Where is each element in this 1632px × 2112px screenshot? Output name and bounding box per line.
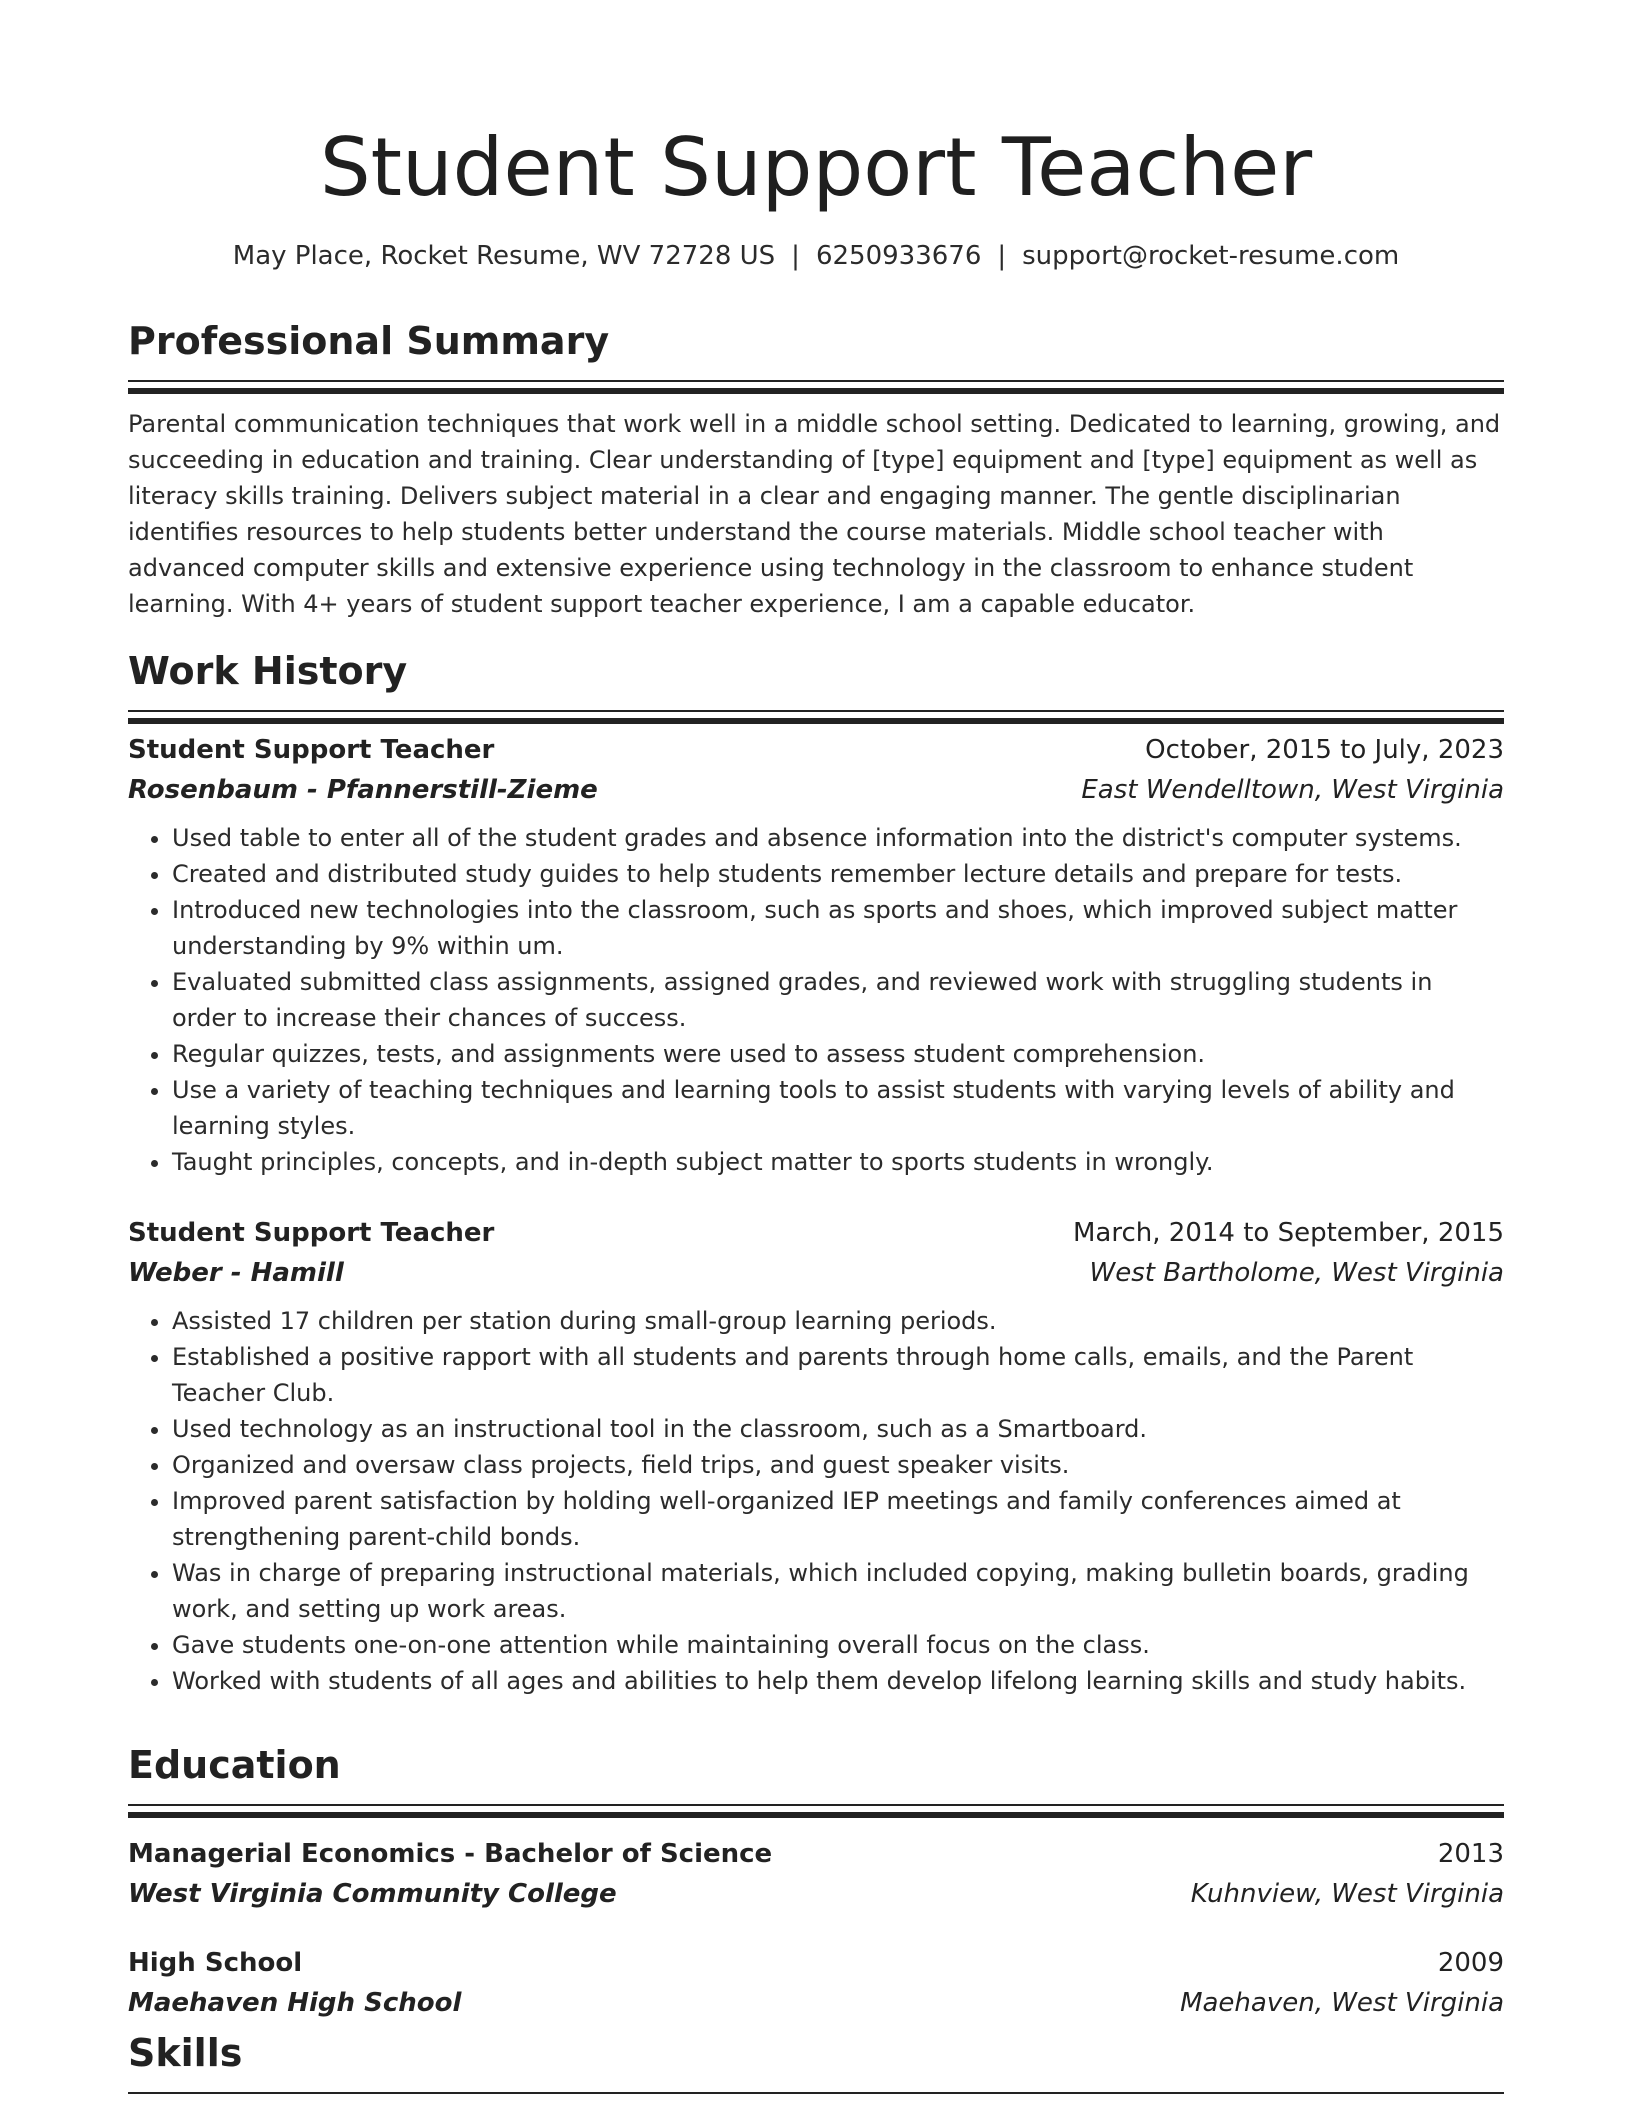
degree-name: Managerial Economics - Bachelor of Science	[128, 1839, 773, 1869]
section-divider	[128, 380, 1504, 382]
section-divider	[128, 1804, 1504, 1806]
candidate-name: Student Support Teacher	[319, 121, 1313, 214]
graduation-year: 2009	[1437, 1948, 1504, 1978]
contact-address: May Place, Rocket Resume, WV 72728 US	[232, 241, 776, 271]
graduation-year: 2013	[1437, 1839, 1504, 1869]
list-item: • Used technology as an instructional tool in the classroom, such as a Smartboard.	[172, 1411, 1504, 1447]
contact-separator: |	[791, 241, 800, 271]
section-title: Work History	[128, 649, 408, 693]
job-bullet-list	[128, 820, 1504, 1180]
list-item: • Created and distributed study guides to help students remember lecture details and prepare for tests.	[172, 856, 1504, 892]
section-divider-thick	[128, 1812, 1504, 1818]
contact-phone: 6250933676	[815, 241, 982, 271]
education-school-row	[128, 1874, 1504, 1914]
job-entry	[128, 1213, 1504, 1699]
employer-name: Rosenbaum - Pfannerstill-Zieme	[128, 775, 598, 805]
list-item: • Gave students one-on-one attention while maintaining overall focus on the class.	[172, 1627, 1504, 1663]
summary-section-header	[128, 316, 1504, 394]
education-header-row	[128, 1834, 1504, 1874]
list-item: • Assisted 17 children per station during small-group learning periods.	[172, 1303, 1504, 1339]
job-entry	[128, 730, 1504, 1180]
list-item: • Was in charge of preparing instructional materials, which included copying, making bulletin boards, grading work, and setting up work areas.	[172, 1555, 1504, 1627]
job-employer-row	[128, 1253, 1504, 1293]
list-item: • Used table to enter all of the student grades and absence information into the district's computer systems.	[172, 820, 1504, 856]
section-divider	[128, 2092, 1504, 2094]
job-employer-row	[128, 770, 1504, 810]
job-title: Student Support Teacher	[128, 735, 495, 765]
work-section-header	[128, 646, 1504, 724]
job-bullet-list	[128, 1303, 1504, 1699]
section-divider	[128, 710, 1504, 712]
list-item: • Established a positive rapport with all students and parents through home calls, emails, and the Parent Teacher Club.	[172, 1339, 1504, 1411]
education-entry	[128, 1943, 1504, 2023]
school-location: Maehaven, West Virginia	[1180, 1988, 1504, 2018]
list-item: • Evaluated submitted class assignments, assigned grades, and reviewed work with struggling students in order to increase their chances of success.	[172, 964, 1504, 1036]
list-item: • Taught principles, concepts, and in-depth subject matter to sports students in wrongly.	[172, 1144, 1504, 1180]
section-title: Skills	[128, 2031, 243, 2075]
education-section-header	[128, 1740, 1504, 1818]
job-dates: March, 2014 to September, 2015	[1073, 1218, 1504, 1248]
summary-text: Parental communication techniques that work well in a middle school setting. Dedicated to learning, growing, and succeeding in education and training. Clear understanding of [type] equipment and [type] equipment as well as literacy skills training. Delivers subject material in a clear and engaging manner. The gentle disciplinarian identifies resources to help students better understand the course materials. Middle school teacher with advanced computer skills and extensive experience using technology in the classroom to enhance student learning. With 4+ years of student support teacher experience, I am a capable educator.	[128, 410, 1501, 618]
degree-name: High School	[128, 1948, 303, 1978]
section-title: Professional Summary	[128, 319, 610, 363]
job-header-row	[128, 1213, 1504, 1253]
school-location: Kuhnview, West Virginia	[1190, 1879, 1504, 1909]
section-title: Education	[128, 1743, 341, 1787]
job-location: East Wendelltown, West Virginia	[1081, 775, 1504, 805]
job-dates: October, 2015 to July, 2023	[1145, 735, 1504, 765]
school-name: West Virginia Community College	[128, 1879, 617, 1909]
section-divider-thick	[128, 388, 1504, 394]
education-header-row	[128, 1943, 1504, 1983]
list-item: • Introduced new technologies into the classroom, such as sports and shoes, which improved subject matter understanding by 9% within um.	[172, 892, 1504, 964]
section-divider-thick	[128, 718, 1504, 724]
list-item: • Regular quizzes, tests, and assignments were used to assess student comprehension.	[172, 1036, 1504, 1072]
job-header-row	[128, 730, 1504, 770]
contact-email: support@rocket-resume.com	[1022, 241, 1400, 271]
school-name: Maehaven High School	[128, 1988, 462, 2018]
job-title: Student Support Teacher	[128, 1218, 495, 1248]
employer-name: Weber - Hamill	[128, 1258, 344, 1288]
contact-line	[128, 238, 1504, 274]
contact-separator: |	[997, 241, 1007, 271]
job-location: West Bartholome, West Virginia	[1089, 1258, 1504, 1288]
education-school-row	[128, 1983, 1504, 2023]
list-item: • Organized and oversaw class projects, field trips, and guest speaker visits.	[172, 1447, 1504, 1483]
list-item: • Improved parent satisfaction by holding well-organized IEP meetings and family conferences aimed at strengthening parent-child bonds.	[172, 1483, 1504, 1555]
education-entry	[128, 1834, 1504, 1914]
list-item: • Use a variety of teaching techniques and learning tools to assist students with varying levels of ability and learning styles.	[172, 1072, 1504, 1144]
skills-section-header	[128, 2028, 1504, 2094]
list-item: • Worked with students of all ages and abilities to help them develop lifelong learning skills and study habits.	[172, 1663, 1504, 1699]
